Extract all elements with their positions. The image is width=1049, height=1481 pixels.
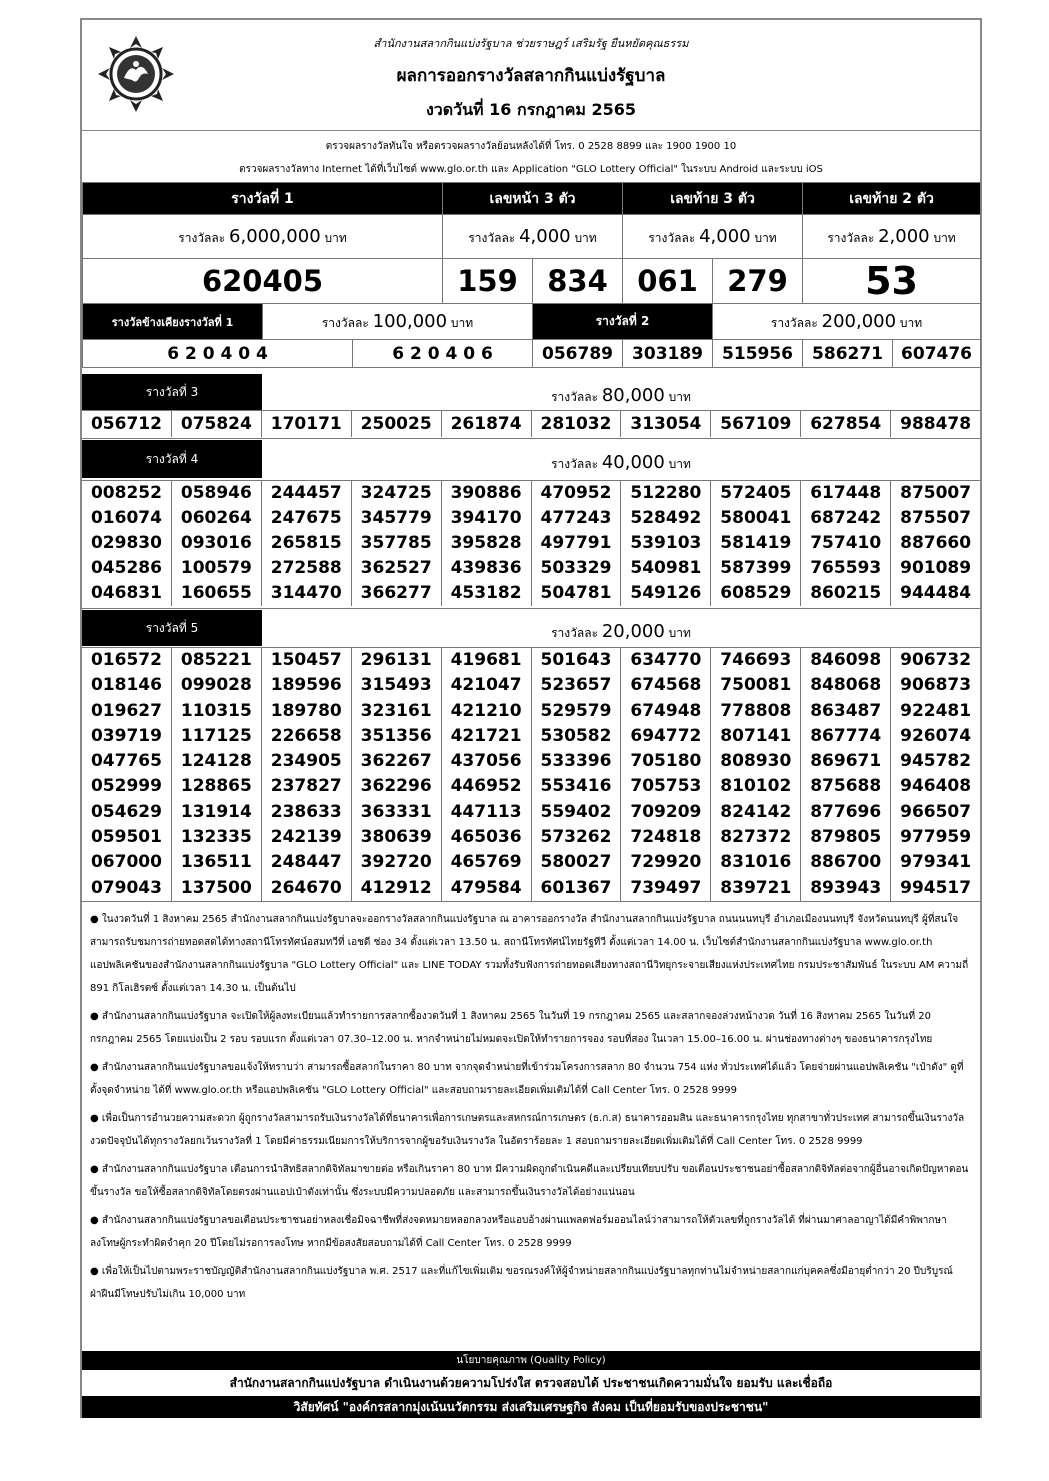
fifth-prize-number: 052999 (90, 776, 162, 797)
draw-date: งวดวันที่ 16 กรกฎาคม 2565 (425, 100, 637, 119)
lottery-result-sheet (80, 18, 982, 1418)
fourth-prize-number: 272588 (261, 556, 351, 581)
fifth-prize-number: 237827 (261, 774, 351, 799)
announcement-notes (90, 908, 970, 1311)
fifth-prize-number: 465036 (441, 825, 531, 850)
fifth-prize-number: 827372 (710, 825, 800, 850)
fourth-prize-number: 477243 (531, 506, 621, 531)
third-prize-number: 056712 (90, 414, 162, 434)
fifth-prize-number: 323161 (351, 699, 441, 724)
fifth-prize-number: 392720 (351, 850, 441, 875)
third-prize-number: 988478 (890, 411, 980, 437)
fifth-prize-header (82, 610, 980, 648)
note-2: ● สำนักงานสลากกินแบ่งรัฐบาล จะเปิดให้ผู้ลงทะเบียนแล้วทำรายการสลากซื้องวดวันที่ 1 สิงหาคม 2565 ในวันที่ 19 กรกฎาคม 2565 และสลากจองล่วงหน้างวด วันที่ 16 สิงหาคม 2565 ในวันที่ 20 กรกฎาคม 2565 โดยแบ่งเป็น 2 รอบ รอบแรก ตั้งแต่เวลา 07.30–12.00 น. หากจำหน่ายไม่หมดจะเปิดให้ทำรายการจอง รอบที่สอง ในเวลา 15.00–16.00 น. ผ่านช่องทางต่างๆ ของธนาคารกรุงไทย (90, 1011, 933, 1045)
fourth-prize-number: 470952 (531, 481, 621, 506)
fifth-prize-row (82, 673, 980, 698)
fifth-prize-number: 019627 (90, 700, 162, 721)
fifth-prize-number: 746693 (710, 648, 800, 673)
fourth-prize-number: 395828 (441, 531, 531, 556)
fourth-prize-number: 875007 (890, 481, 980, 506)
fifth-prize-number: 363331 (351, 800, 441, 825)
fourth-prize-number: 757410 (800, 531, 890, 556)
fifth-prize-number: 846098 (800, 648, 890, 673)
fourth-prize-number: 539103 (620, 531, 710, 556)
fifth-prize-row (82, 648, 980, 673)
fifth-prize-number: 533396 (531, 749, 621, 774)
fifth-prize-number: 867774 (800, 724, 890, 749)
third-prize-number: 313054 (620, 411, 710, 437)
fifth-prize-number: 315493 (351, 673, 441, 698)
fifth-prize-number: 601367 (531, 876, 621, 901)
last3-number-1: 061 (623, 259, 713, 304)
fifth-prize-number: 479584 (441, 876, 531, 901)
fifth-prize-row (82, 699, 980, 724)
fifth-prize-number: 694772 (620, 724, 710, 749)
third-prize-number: 261874 (441, 411, 531, 437)
fourth-prize-number: 016074 (90, 508, 162, 528)
fourth-prize-number: 528492 (620, 506, 710, 531)
fourth-prize-row (82, 481, 980, 506)
fifth-prize-number: 977959 (890, 825, 980, 850)
fifth-prize-number: 018146 (90, 675, 162, 696)
fourth-prize-number: 247675 (261, 506, 351, 531)
fifth-prize-number: 059501 (90, 827, 162, 848)
fourth-prize-number: 093016 (171, 531, 261, 556)
fifth-prize-number: 922481 (890, 699, 980, 724)
fifth-prize-number: 085221 (171, 648, 261, 673)
fifth-prize-number: 926074 (890, 724, 980, 749)
fifth-prize-number: 946408 (890, 774, 980, 799)
fourth-prize-number: 394170 (441, 506, 531, 531)
fourth-prize-number: 453182 (441, 581, 531, 606)
last2-number: 53 (803, 259, 981, 304)
front3-amount: รางวัลละ 4,000 บาท (443, 215, 623, 259)
first-prize-title: รางวัลที่ 1 (83, 183, 443, 215)
org-motto: สำนักงานสลากกินแบ่งรัฐบาล ช่วยราษฎร์ เสริมรัฐ ยืนหยัดคุณธรรม (373, 37, 689, 50)
fourth-prize-number: 540981 (620, 556, 710, 581)
third-prize-number: 170171 (261, 411, 351, 437)
fifth-prize-number: 351356 (351, 724, 441, 749)
last2-amount: รางวัลละ 2,000 บาท (803, 215, 981, 259)
fifth-prize-number: 877696 (800, 800, 890, 825)
fifth-prize-number: 739497 (620, 876, 710, 901)
fourth-prize-number: 572405 (710, 481, 800, 506)
fifth-prize-number: 869671 (800, 749, 890, 774)
fifth-prize-number: 879805 (800, 825, 890, 850)
fourth-prize-number: 058946 (171, 481, 261, 506)
fifth-prize-number: 124128 (171, 749, 261, 774)
fifth-prize-number: 039719 (90, 725, 162, 746)
fifth-prize-number: 705180 (620, 749, 710, 774)
fourth-prize-number: 887660 (890, 531, 980, 556)
fifth-prize-row (82, 850, 980, 875)
fifth-prize-number: 994517 (890, 876, 980, 901)
fifth-prize-number: 412912 (351, 876, 441, 901)
fourth-prize-number: 497791 (531, 531, 621, 556)
fifth-prize-number: 362296 (351, 774, 441, 799)
note-1: ● ในงวดวันที่ 1 สิงหาคม 2565 สำนักงานสลากกินแบ่งรัฐบาลจะออกรางวัลสลากกินแบ่งรัฐบาล ณ อาคารออกรางวัล สำนักงานสลากกินแบ่งรัฐบาล ถนนนนทบุรี อำเภอเมืองนนทบุรี จังหวัดนนทบุรี ผู้ที่สนใจสามารถรับชมการถ่ายทอดสดได้ทางสถานีโทรทัศน์อสมทวีที่ เอชดี ช่อง 34 ตั้งแต่เวลา 13.50 น. สถานีโทรทัศน์ไทยรัฐทีวี ตั้งแต่เวลา 14.00 น. เว็บไซต์สำนักงานสลากกินแบ่งรัฐบาล www.glo.or.th แอปพลิเคชันของสำนักงานสลากกินแบ่งรัฐบาล "GLO Lottery Official" และ LINE TODAY รวมทั้งรับฟังการถ่ายทอดเสียงทางสถานีวิทยุกระจายเสียงแห่งประเทศไทย กรมประชาสัมพันธ์ ในระบบ AM ความถี่ 891 กิโลเฮิรตซ์ ตั้งแต่เวลา 14.30 น. เป็นต้นไป (90, 914, 969, 994)
fourth-prize-number: 366277 (351, 581, 441, 606)
fourth-prize-number: 608529 (710, 581, 800, 606)
fourth-prize-number: 265815 (261, 531, 351, 556)
near-prize-title: รางวัลข้างเคียงรางวัลที่ 1 (83, 304, 263, 340)
fourth-prize-number: 314470 (261, 581, 351, 606)
fifth-prize-number: 529579 (531, 699, 621, 724)
fifth-prize-number: 530582 (531, 724, 621, 749)
fifth-prize-number: 807141 (710, 724, 800, 749)
third-prize-number: 075824 (171, 411, 261, 437)
fifth-prize-number: 226658 (261, 724, 351, 749)
fifth-prize-number: 831016 (710, 850, 800, 875)
fourth-prize-number: 100579 (171, 556, 261, 581)
fifth-prize-number: 553416 (531, 774, 621, 799)
fifth-prize-number: 296131 (351, 648, 441, 673)
quality-policy-text: สำนักงานสลากกินแบ่งรัฐบาล ดำเนินงานด้วยความโปร่งใส ตรวจสอบได้ ประชาชนเกิดความมั่นใจ ยอมรับ และเชื่อถือ (229, 1376, 833, 1390)
third-prize-number: 627854 (800, 411, 890, 437)
fourth-prize-number: 901089 (890, 556, 980, 581)
fourth-prize-number: 512280 (620, 481, 710, 506)
fifth-prize-row (82, 774, 980, 799)
fifth-prize-number: 839721 (710, 876, 800, 901)
fourth-prize-numbers (82, 481, 980, 606)
fourth-prize-number: 504781 (531, 581, 621, 606)
first-prize-number: 620405 (83, 259, 443, 304)
fifth-prize-number: 264670 (261, 876, 351, 901)
third-prize-number: 250025 (351, 411, 441, 437)
fourth-prize-number: 580041 (710, 506, 800, 531)
note-3: ● สำนักงานสลากกินแบ่งรัฐบาลขอแจ้งให้ทราบว่า สามารถซื้อสลากในราคา 80 บาท จากจุดจำหน่ายที่เข้าร่วมโครงการสลาก 80 จำนวน 754 แห่ง ทั่วประเทศได้แล้ว โดยจ่ายผ่านแอปพลิเคชัน "เป๋าตัง" ดูที่ตั้งจุดจำหน่าย ได้ที่ www.glo.or.th หรือแอปพลิเคชัน "GLO Lottery Official" และสอบถามรายละเอียดเพิ่มเติมได้ที่ Call Center โทร. 0 2528 9999 (90, 1062, 964, 1096)
fifth-prize-number: 674568 (620, 673, 710, 698)
fourth-prize-number: 765593 (800, 556, 890, 581)
fifth-prize-number: 863487 (800, 699, 890, 724)
fifth-prize-number: 099028 (171, 673, 261, 698)
fifth-prize-number: 150457 (261, 648, 351, 673)
fifth-prize-number: 446952 (441, 774, 531, 799)
fifth-prize-number: 674948 (620, 699, 710, 724)
fifth-prize-number: 137500 (171, 876, 261, 901)
fifth-prize-number: 128865 (171, 774, 261, 799)
fourth-prize-number: 345779 (351, 506, 441, 531)
fifth-prize-number: 362267 (351, 749, 441, 774)
fifth-prize-number: 131914 (171, 800, 261, 825)
front3-number-2: 834 (533, 259, 623, 304)
second-number-1: 056789 (533, 340, 623, 368)
page-title: ผลการออกรางวัลสลากกินแบ่งรัฐบาล (396, 66, 666, 86)
third-prize-title: รางวัลที่ 3 (82, 374, 262, 410)
fourth-prize-header (82, 440, 980, 480)
note-7: ● เพื่อให้เป็นไปตามพระราชบัญญัติสำนักงานสลากกินแบ่งรัฐบาล พ.ศ. 2517 และที่แก้ไขเพิ่มเติม ขอรณรงค์ให้ผู้จำหน่ายสลากกินแบ่งรัฐบาลทุกท่านไม่จำหน่ายสลากแก่บุคคลซึ่งมีอายุต่ำกว่า 20 ปีบริบูรณ์ ฝ่าฝืนมีโทษปรับไม่เกิน 10,000 บาท (90, 1266, 953, 1300)
fourth-prize-row (82, 531, 980, 556)
fourth-prize-amount: รางวัลละ 40,000 บาท (551, 452, 691, 473)
second-number-3: 515956 (713, 340, 803, 368)
second-number-4: 586271 (803, 340, 893, 368)
fifth-prize-number: 380639 (351, 825, 441, 850)
fifth-prize-row (82, 749, 980, 774)
fifth-prize-number: 573262 (531, 825, 621, 850)
near-second-prize-table (82, 303, 981, 368)
fifth-prize-number: 810102 (710, 774, 800, 799)
fifth-prize-number: 966507 (890, 800, 980, 825)
fifth-prize-number: 729920 (620, 850, 710, 875)
fourth-prize-number: 029830 (90, 533, 162, 553)
fifth-prize-number: 724818 (620, 825, 710, 850)
fourth-prize-number: 581419 (710, 531, 800, 556)
fifth-prize-number: 067000 (90, 852, 162, 873)
fifth-prize-number: 979341 (890, 850, 980, 875)
fourth-prize-row (82, 581, 980, 606)
second-prize-title: รางวัลที่ 2 (533, 304, 713, 340)
note-6: ● สำนักงานสลากกินแบ่งรัฐบาลขอเตือนประชาชนอย่าหลงเชื่อมิจฉาชีพที่ส่งจดหมายหลอกลวงหรือแอบอ้างผ่านแพลตฟอร์มออนไลน์ว่าสามารถให้ตัวเลขที่ถูกรางวัลได้ ที่ผ่านมาศาลอาญาได้มีคำพิพากษาลงโทษผู้กระทำผิดจำคุก 20 ปีโดยไม่รอการลงโทษ หากมีข้อสงสัยสอบถามได้ที่ Call Center โทร. 0 2528 9999 (90, 1215, 947, 1249)
quality-policy-title: นโยบายคุณภาพ (Quality Policy) (82, 1351, 980, 1370)
fourth-prize-number: 549126 (620, 581, 710, 606)
fifth-prize-number: 248447 (261, 850, 351, 875)
fifth-prize-number: 136511 (171, 850, 261, 875)
contact-web-line: ตรวจผลรางวัลทาง Internet ได้ที่เว็บไซต์ www.glo.or.th และ Application "GLO Lottery Official" ในระบบ Android และระบบ iOS (239, 164, 823, 175)
fifth-prize-number: 421210 (441, 699, 531, 724)
header (82, 20, 980, 130)
fifth-prize-number: 117125 (171, 724, 261, 749)
third-prize-number: 281032 (531, 411, 621, 437)
note-5: ● สำนักงานสลากกินแบ่งรัฐบาล เตือนการนำสิทธิสลากดิจิทัลมาขายต่อ หรือเกินราคา 80 บาท มีความผิดถูกดำเนินคดีและเปรียบเทียบปรับ ขอเตือนประชาชนอย่าซื้อสลากดิจิทัลต่อจากผู้อื่นอาจเกิดปัญหาตอนขึ้นรางวัล ขอให้ซื้อสลากดิจิทัลโดยตรงผ่านแอปเป๋าตังเท่านั้น ซึ่งระบบมีความปลอดภัย และสามารถขึ้นเงินรางวัลได้อย่างแน่นอน (90, 1164, 969, 1198)
fifth-prize-number: 465769 (441, 850, 531, 875)
fourth-prize-number: 244457 (261, 481, 351, 506)
fifth-prize-number: 419681 (441, 648, 531, 673)
fifth-prize-number: 945782 (890, 749, 980, 774)
fourth-prize-row (82, 506, 980, 531)
fifth-prize-number: 875688 (800, 774, 890, 799)
fourth-prize-number: 944484 (890, 581, 980, 606)
front3-number-1: 159 (443, 259, 533, 304)
fourth-prize-number: 439836 (441, 556, 531, 581)
fourth-prize-number: 045286 (90, 558, 162, 578)
fifth-prize-number: 906873 (890, 673, 980, 698)
third-prize-header (82, 374, 980, 410)
fifth-prize-number: 421047 (441, 673, 531, 698)
second-number-5: 607476 (893, 340, 981, 368)
front3-title: เลขหน้า 3 ตัว (443, 183, 623, 215)
fourth-prize-number: 875507 (890, 506, 980, 531)
fourth-prize-number: 324725 (351, 481, 441, 506)
fourth-prize-number: 160655 (171, 581, 261, 606)
fifth-prize-number: 079043 (90, 877, 162, 898)
fourth-prize-number: 390886 (441, 481, 531, 506)
fifth-prize-number: 054629 (90, 801, 162, 822)
fourth-prize-number: 357785 (351, 531, 441, 556)
fifth-prize-number: 447113 (441, 800, 531, 825)
third-prize-amount: รางวัลละ 80,000 บาท (551, 385, 691, 406)
fifth-prize-number: 132335 (171, 825, 261, 850)
fifth-prize-number: 848068 (800, 673, 890, 698)
fourth-prize-number: 617448 (800, 481, 890, 506)
fifth-prize-number: 047765 (90, 751, 162, 772)
fourth-prize-number: 046831 (90, 583, 162, 603)
fifth-prize-row (82, 724, 980, 749)
first-prize-amount: รางวัลละ 6,000,000 บาท (83, 215, 443, 259)
fifth-prize-number: 559402 (531, 800, 621, 825)
note-4: ● เพื่อเป็นการอำนวยความสะดวก ผู้ถูกรางวัลสามารถรับเงินรางวัลได้ที่ธนาคารเพื่อการเกษตรและสหกรณ์การเกษตร (ธ.ก.ส) ธนาคารออมสิน และธนาคารกรุงไทย ทุกสาขาทั่วประเทศ สามารถขึ้นเงินรางวัลงวดปัจจุบันได้ทุกรางวัลยกเว้นรางวัลที่ 1 โดยมีค่าธรรมเนียมการให้บริการจากผู้ขอรับเงินรางวัล ในอัตราร้อยละ 1 สอบถามรายละเอียดเพิ่มเติมได้ที่ Call Center โทร. 0 2528 9999 (90, 1113, 965, 1147)
fifth-prize-number: 886700 (800, 850, 890, 875)
fifth-prize-number: 016572 (90, 650, 162, 670)
fifth-prize-number: 523657 (531, 673, 621, 698)
fourth-prize-number: 587399 (710, 556, 800, 581)
fifth-prize-number: 242139 (261, 825, 351, 850)
fifth-prize-number: 189596 (261, 673, 351, 698)
fifth-prize-amount: รางวัลละ 20,000 บาท (551, 621, 691, 642)
fifth-prize-number: 189780 (261, 699, 351, 724)
fifth-prize-number: 110315 (171, 699, 261, 724)
fifth-prize-number: 808930 (710, 749, 800, 774)
fifth-prize-number: 501643 (531, 648, 621, 673)
near-number-1: 6 2 0 4 0 4 (83, 340, 353, 368)
fourth-prize-number: 687242 (800, 506, 890, 531)
third-prize-numbers (82, 411, 980, 437)
fifth-prize-numbers (82, 648, 980, 901)
fifth-prize-number: 824142 (710, 800, 800, 825)
fifth-prize-number: 634770 (620, 648, 710, 673)
fifth-prize-number: 705753 (620, 774, 710, 799)
fifth-prize-number: 709209 (620, 800, 710, 825)
fourth-prize-number: 060264 (171, 506, 261, 531)
second-number-2: 303189 (623, 340, 713, 368)
near-number-2: 6 2 0 4 0 6 (353, 340, 533, 368)
contact-info (82, 130, 980, 183)
fourth-prize-number: 008252 (90, 483, 162, 503)
near-prize-amount: รางวัลละ 100,000 บาท (263, 304, 533, 340)
contact-phone-line: ตรวจผลรางวัลทันใจ หรือตรวจผลรางวัลย้อนหลังได้ที่ โทร. 0 2528 8899 และ 1900 1900 10 (325, 141, 737, 152)
fourth-prize-title: รางวัลที่ 4 (82, 440, 262, 478)
fifth-prize-number: 437056 (441, 749, 531, 774)
last3-title: เลขท้าย 3 ตัว (623, 183, 803, 215)
last2-title: เลขท้าย 2 ตัว (803, 183, 981, 215)
second-prize-amount: รางวัลละ 200,000 บาท (713, 304, 981, 340)
fifth-prize-row (82, 800, 980, 825)
fifth-prize-number: 750081 (710, 673, 800, 698)
fifth-prize-number: 421721 (441, 724, 531, 749)
fourth-prize-number: 860215 (800, 581, 890, 606)
last3-amount: รางวัลละ 4,000 บาท (623, 215, 803, 259)
fifth-prize-row (82, 825, 980, 850)
fifth-prize-number: 580027 (531, 850, 621, 875)
fourth-prize-number: 362527 (351, 556, 441, 581)
vision-statement: วิสัยทัศน์ "องค์กรสลากมุ่งเน้นนวัตกรรม ส่งเสริมเศรษฐกิจ สังคม เป็นที่ยอมรับของประชาชน" (82, 1396, 980, 1418)
fifth-prize-number: 238633 (261, 800, 351, 825)
fifth-prize-number: 893943 (800, 876, 890, 901)
fourth-prize-number: 503329 (531, 556, 621, 581)
fifth-prize-number: 234905 (261, 749, 351, 774)
last3-number-2: 279 (713, 259, 803, 304)
fifth-prize-number: 906732 (890, 648, 980, 673)
fifth-prize-number: 778808 (710, 699, 800, 724)
fourth-prize-row (82, 556, 980, 581)
fifth-prize-title: รางวัลที่ 5 (82, 610, 262, 646)
fifth-prize-row (82, 876, 980, 901)
top-prize-table (82, 182, 981, 304)
third-prize-number: 567109 (710, 411, 800, 437)
